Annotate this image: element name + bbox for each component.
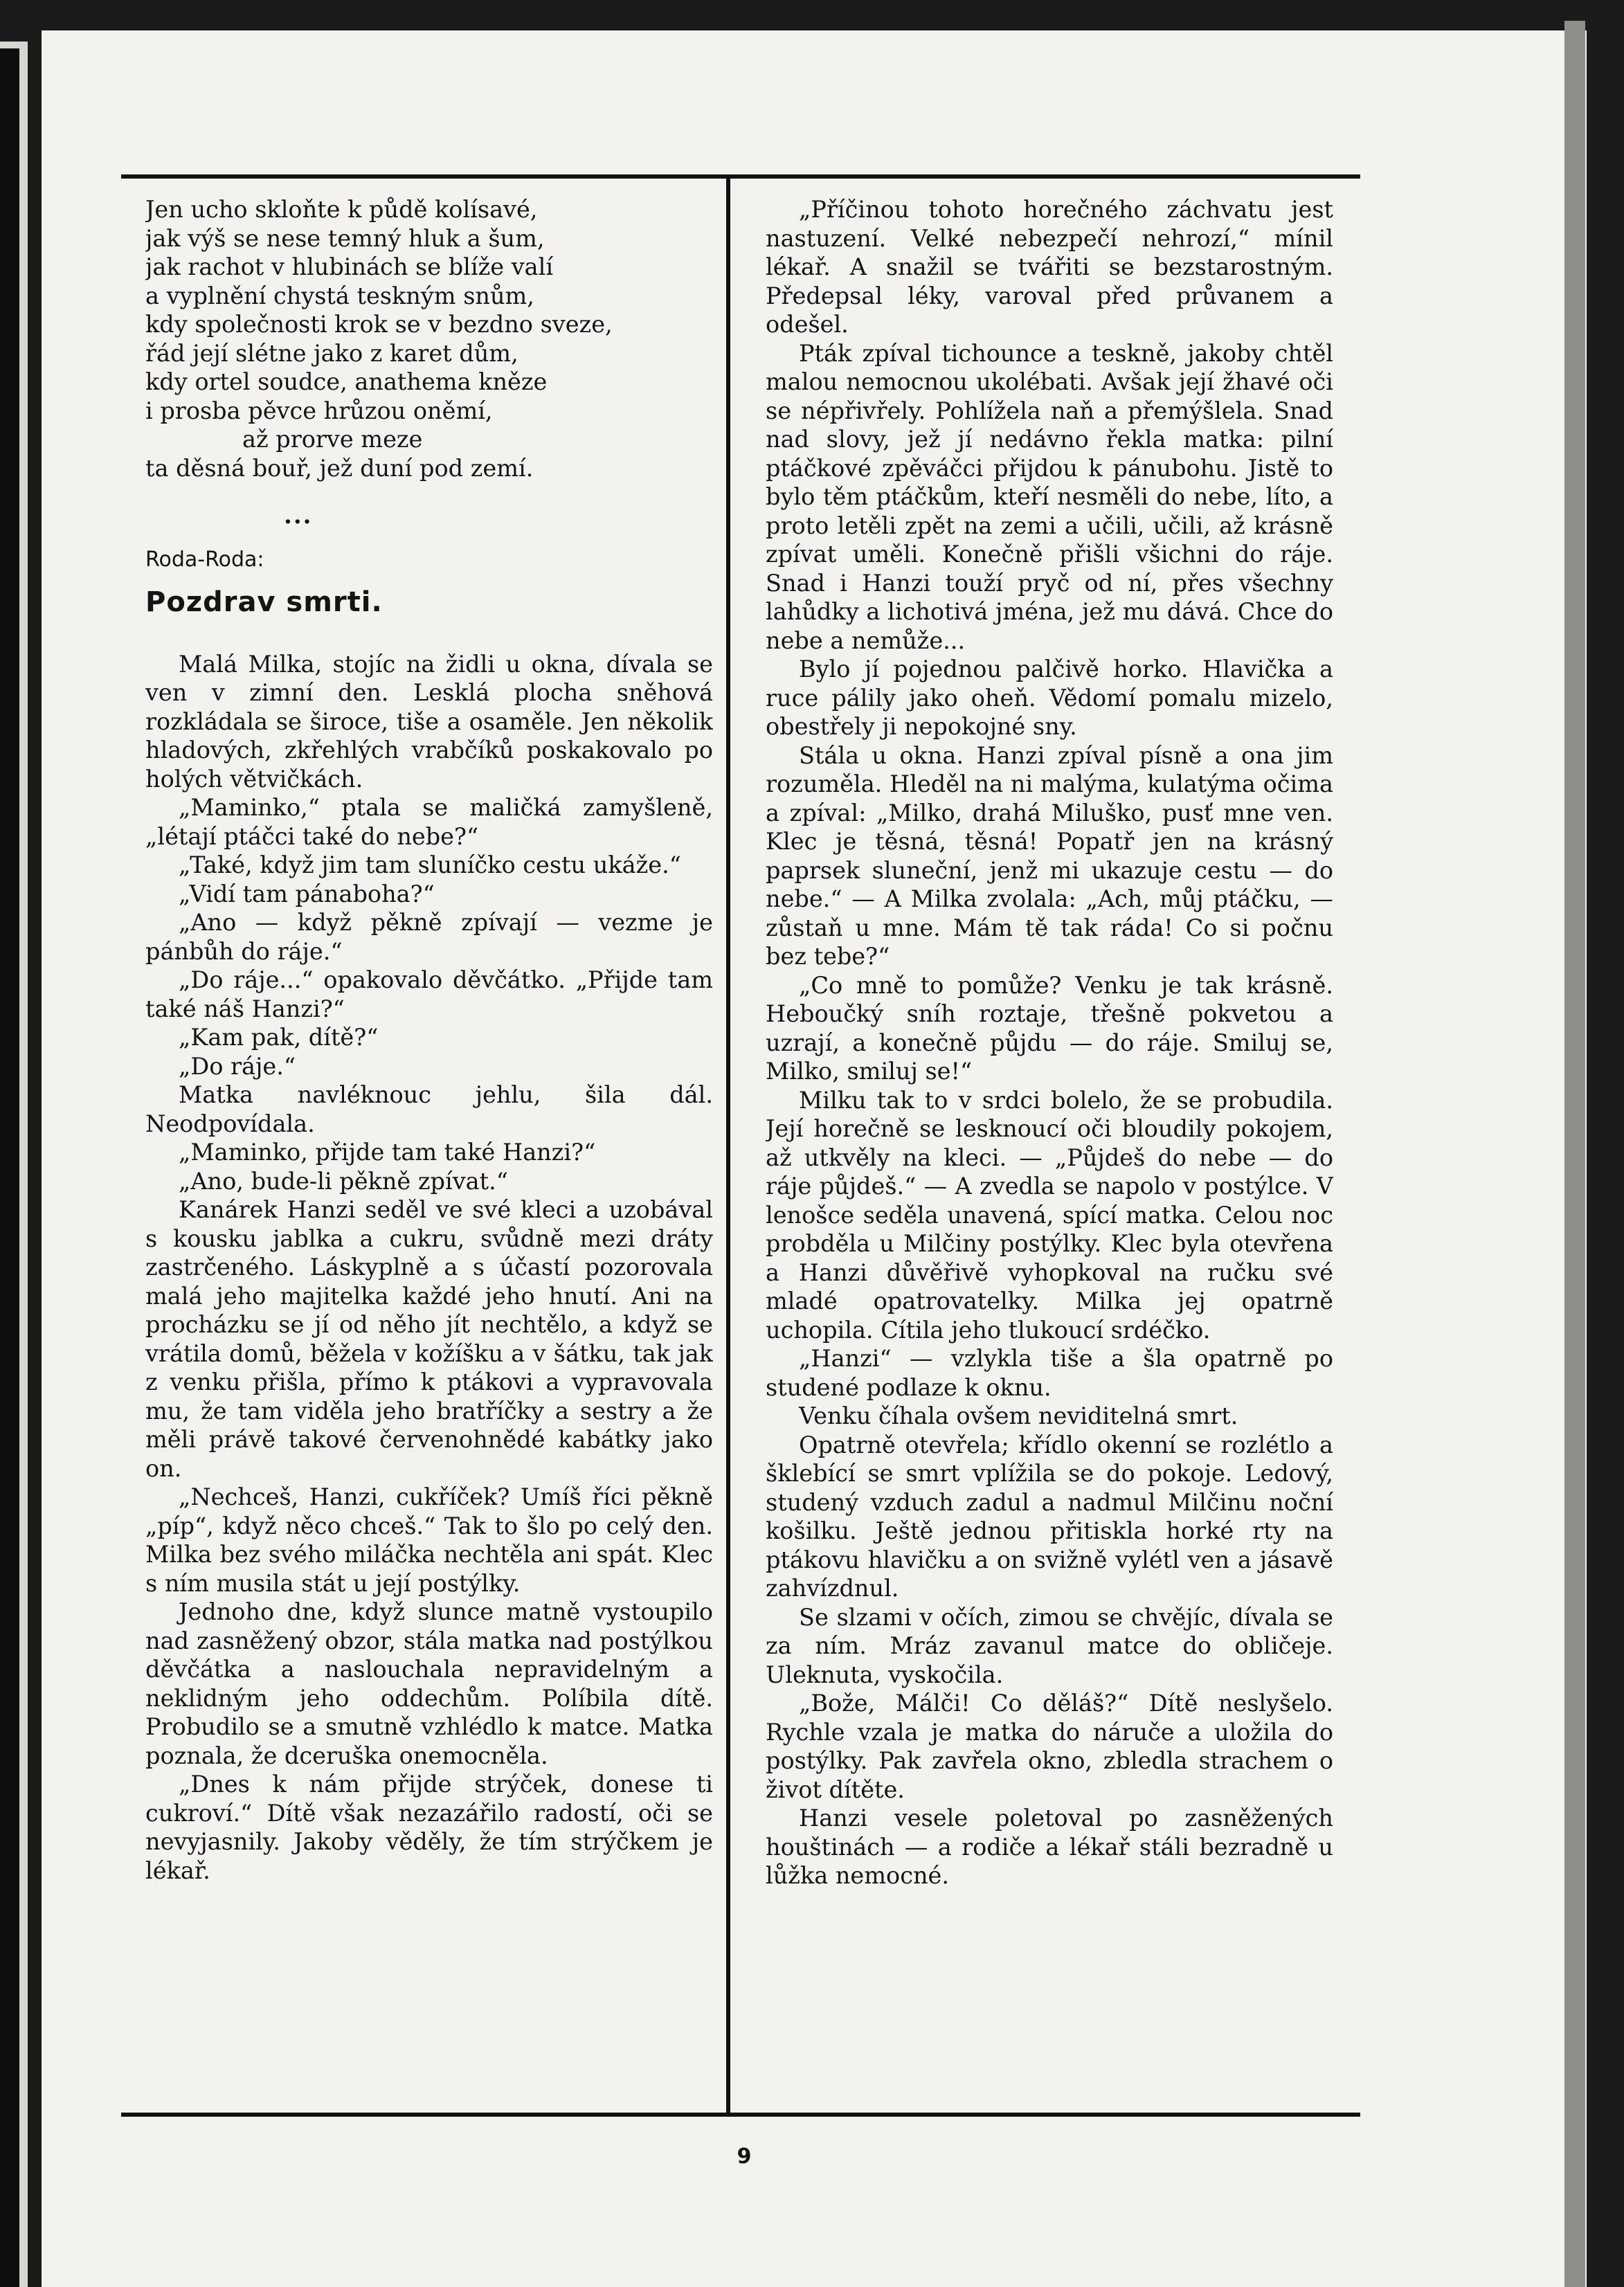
right-article-body <box>766 195 1333 1890</box>
paragraph: „Ano, bude-li pěkně zpívat.“ <box>179 1167 508 1195</box>
paragraph: Matka navléknouc jehlu, šila dál. Neodpovídala. <box>145 1081 713 1137</box>
poem-line: kdy ortel soudce, anathema kněze <box>145 368 548 395</box>
paragraph: „Maminko, přijde tam také Hanzi?“ <box>179 1139 596 1166</box>
left-column <box>145 195 713 1885</box>
paragraph: „Také, když jim tam sluníčko cestu ukáže.“ <box>179 851 681 878</box>
paragraph: Bylo jí pojednou palčivě horko. Hlavička a ruce pálily jako oheň. Vědomí pomalu mizelo, obestřely ji nepokojné sny. <box>766 656 1333 740</box>
paragraph: Malá Milka, stojíc na židli u okna, dívala se ven v zimní den. Lesklá plocha sněhová rozkládala se široce, tiše a osaměle. Jen několik hladových, zkřehlých vrabčíků poskakovalo po holých větvičkách. <box>145 650 713 793</box>
poem-line: řád její slétne jako z karet dům, <box>145 339 518 367</box>
paragraph: „Příčinou tohoto horečného záchvatu jest nastuzení. Velké nebezpečí nehrozí,“ mínil lékař. A snažil se tvářiti se bezstarostným. Předepsal léky, varoval před průvanem a odešel. <box>766 196 1333 338</box>
poem-line: jak výš se nese temný hluk a šum, <box>145 224 545 252</box>
paragraph: „Nechceš, Hanzi, cukříček? Umíš říci pěkně „píp“, když něco chceš.“ Tak to šlo po celý den. Milka bez svého miláčka nechtěla ani spát. Klec s ním musila stát u její postýlky. <box>145 1483 713 1597</box>
frame-top-rule <box>121 174 1360 179</box>
paragraph: „Do ráje.“ <box>179 1052 296 1080</box>
poem <box>145 195 713 482</box>
poem-line: kdy společnosti krok se v bezdno sveze, <box>145 311 613 338</box>
poem-line: Jen ucho skloňte k půdě kolísavé, <box>145 196 538 223</box>
paragraph: „Hanzi“ — vzlykla tiše a šla opatrně po studené podlaze k oknu. <box>766 1345 1333 1401</box>
paragraph: Milku tak to v srdci bolelo, že se probudila. Její horečně se lesknoucí oči bloudily pokojem, až utkvěly na kleci. — „Půjdeš do nebe — do ráje půjdeš.“ — A zvedla se napolo v postýlce. V lenošce seděla unavená, spící matka. Celou noc probděla u Milčiny postýlky. Klec byla otevřena a Hanzi důvěřivě vyhopkoval na ručku své mladé opatrovatelky. Milka jej opatrně uchopila. Cítila jeho tlukoucí srdéčko. <box>766 1086 1333 1344</box>
paragraph: Pták zpíval tichounce a teskně, jakoby chtěl malou nemocnou ukolébati. Avšak její žhavé oči se népřivřely. Pohlížela naň a přemýšlela. Snad nad slovy, jež jí nedávno řekla matka: pilní ptáčkové zpěváčci přijdou k pánubohu. Jistě to bylo těm ptáčkům, kteří nesměli do nebe, líto, a proto letěli zpět na zemi a učili, učili, až krásně zpívat uměli. Konečně přišli všichni do ráje. Snad i Hanzi touží pryč od ní, přes všechny lahůdky a lichotivá jména, jež mu dává. Chce do nebe a nemůže... <box>766 339 1333 654</box>
paragraph: „Dnes k nám přijde strýček, donese ti cukroví.“ Dítě však nezazářilo radostí, oči se nevyjasnily. Jakoby věděly, že tím strýčkem je lékař. <box>145 1771 713 1884</box>
paragraph: Se slzami v očích, zimou se chvějíc, dívala se za ním. Mráz zavanul matce do obličeje. Uleknuta, vyskočila. <box>766 1603 1333 1688</box>
paragraph: „Bože, Málči! Co děláš?“ Dítě neslyšelo. Rychle vzala je matka do náruče a uložila do postýlky. Pak zavřela okno, zbledla strachem o život dítěte. <box>766 1690 1333 1803</box>
paragraph: „Ano — když pěkně zpívají — vezme je pánbůh do ráje.“ <box>145 909 713 965</box>
poem-line: až prorve meze <box>242 426 423 453</box>
paragraph: „Co mně to pomůže? Venku je tak krásně. Heboučký sníh roztaje, třešně pokvetou a uzrají, a konečně půjdu — do ráje. Smiluj se, Milko, smiluj se!“ <box>766 971 1333 1085</box>
paragraph: Opatrně otevřela; křídlo okenní se rozlétlo a šklebící se smrt vplížila se do pokoje. Ledový, studený vzduch zadul a nadmul Milčinu noční košilku. Ještě jednou přitiskla horké rty na ptákovu hlavičku a on svižně vylétl ven a jásavě zahvízdnul. <box>766 1431 1333 1602</box>
scan-left-shadow <box>0 48 19 2287</box>
left-article-body <box>145 650 713 1886</box>
poem-line: ta děsná bouř, jež duní pod zemí. <box>145 454 534 482</box>
paragraph: „Do ráje...“ opakovalo děvčátko. „Přijde tam také náš Hanzi?“ <box>145 966 713 1022</box>
paragraph: „Kam pak, dítě?“ <box>179 1024 379 1051</box>
article-title: Pozdrav smrti. <box>145 586 383 618</box>
scan-right-edge <box>1564 21 1585 2287</box>
poem-line: a vyplnění chystá teskným snům, <box>145 282 534 309</box>
paragraph: Jednoho dne, když slunce matně vystoupilo nad zasněžený obzor, stála matka nad postýlkou děvčátka a naslouchala nepravidelným a neklidným jeho oddechům. Políbila dítě. Probudilo se a smutně vzhlédlo k matce. Matka poznala, že dceruška onemocněla. <box>145 1598 713 1769</box>
paragraph: Kanárek Hanzi seděl ve své kleci a uzobával s kousku jablka a cukru, svůdně mezi dráty zastrčeného. Láskyplně a s účastí pozorovala malá jeho majitelka každé jeho hnutí. Ani na procházku se jí od něho jít nechtělo, a když se vrátila domů, běžela v kožíšku a v šátku, tak jak z venku přišla, přímo k ptákovi a vypravovala mu, že tam viděla jeho bratříčky a sestry a že měli právě takové červenohnědé kabátky jako on. <box>145 1196 713 1482</box>
frame-bottom-rule <box>121 2113 1360 2117</box>
poem-line: i prosba pěvce hrůzou oněmí, <box>145 397 493 424</box>
page-number: 9 <box>737 2144 752 2169</box>
right-column <box>766 195 1333 1890</box>
paragraph: Hanzi vesele poletoval po zasněžených houštinách — a rodiče a lékař stáli bezradně u lůžka nemocné. <box>766 1805 1333 1889</box>
poem-line: jak rachot v hlubinách se blíže valí <box>145 253 554 280</box>
paragraph: Stála u okna. Hanzi zpíval písně a ona jim rozuměla. Hleděl na ni malýma, kulatýma očima a zpíval: „Milko, drahá Miluško, pusť mne ven. Klec je těsná, těsná! Popatř jen na krásný paprsek sluneční, jenž mi ukazuje cestu — do nebe.“ — A Milka zvolala: „Ach, můj ptáčku, — zůstaň u mne. Mám tě tak ráda! Co si počnu bez tebe?“ <box>766 741 1333 970</box>
paragraph: „Vidí tam pánaboha?“ <box>179 880 435 907</box>
separator-dots: ... <box>284 502 313 530</box>
article-author: Roda-Roda: <box>145 547 264 572</box>
paragraph: Venku číhala ovšem neviditelná smrt. <box>799 1402 1238 1429</box>
paragraph: „Maminko,“ ptala se maličká zamyšleně, „létají ptáčci také do nebe?“ <box>145 794 713 850</box>
column-divider-rule <box>726 179 730 2113</box>
